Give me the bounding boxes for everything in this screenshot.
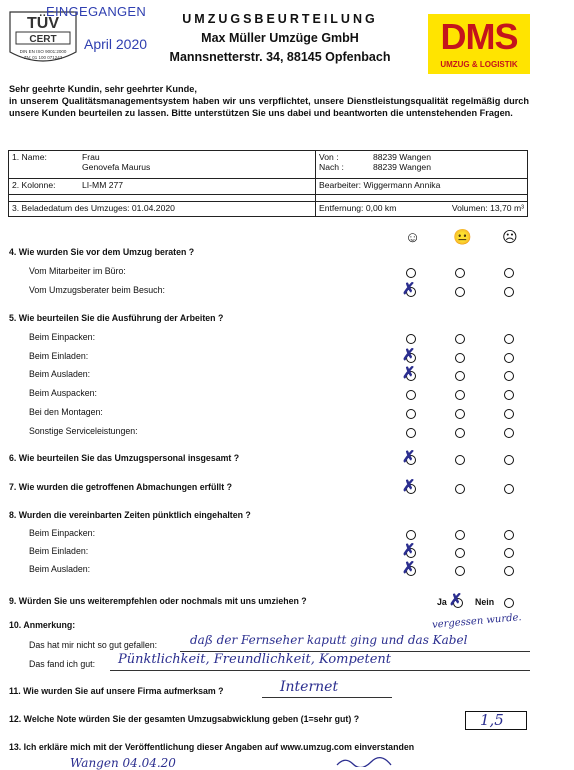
radio-q5a-good[interactable] [406,334,416,344]
question-5d: Beim Auspacken: [29,388,97,398]
beladedatum: 3. Beladedatum des Umzuges: 01.04.2020 [12,203,175,213]
radio-q5f-neutral[interactable] [455,428,465,438]
bearbeiter-label: Bearbeiter: [319,180,362,190]
question-8c: Beim Ausladen: [29,564,91,574]
handwriting-positive: Pünktlichkeit, Freundlichkeit, Kompetent [118,652,392,667]
radio-q8c-neutral[interactable] [455,566,465,576]
radio-q6-neutral[interactable] [455,455,465,465]
cross-mark: ✗ [402,365,416,382]
cross-mark: ✗ [402,560,416,577]
tuv-logo-text: TÜV [27,15,59,32]
question-5e: Bei den Montagen: [29,407,103,417]
name-salutation: Frau [82,152,100,162]
question-10a: Das hat mir nicht so gut gefallen: [29,640,158,650]
radio-q5c-bad[interactable] [504,371,514,381]
handwriting-grade: 1,5 [480,711,504,729]
question-13: 13. Ich erkläre mich mit der Veröffentlichung dieser Angaben auf www.umzug.com einverstanden [9,742,415,752]
question-12: 12. Welche Note würden Sie der gesamten Umzugsabwicklung geben (1=sehr gut) ? [9,714,360,724]
q9-ja-label: Ja [437,597,447,607]
radio-q7-bad[interactable] [504,484,514,494]
question-5a: Beim Einpacken: [29,332,96,342]
radio-q8b-neutral[interactable] [455,548,465,558]
dms-logo-subtitle: UMZUG & LOGISTIK [440,60,518,69]
radio-q6-bad[interactable] [504,455,514,465]
question-8b: Beim Einladen: [29,546,89,556]
received-stamp-date: April 2020 [84,36,148,52]
volumen: Volumen: 13,70 m³ [451,203,524,213]
radio-q5f-bad[interactable] [504,428,514,438]
radio-q4a-neutral[interactable] [455,268,465,278]
radio-q8b-bad[interactable] [504,548,514,558]
radio-q8a-neutral[interactable] [455,530,465,540]
radio-q4b-bad[interactable] [504,287,514,297]
question-4b: Vom Umzugsberater beim Besuch: [29,285,165,295]
radio-q5e-good[interactable] [406,409,416,419]
company-address: Mannsnetterstr. 34, 88145 Opfenbach [169,50,391,64]
question-6: 6. Wie beurteilen Sie das Umzugspersonal insgesamt ? [9,453,240,463]
question-4a: Vom Mitarbeiter im Büro: [29,266,126,276]
greeting: Sehr geehrte Kundin, sehr geehrter Kunde, [9,84,197,94]
radio-q5d-bad[interactable] [504,390,514,400]
entfernung: Entfernung: 0,00 km [319,203,397,213]
radio-q9-nein[interactable] [504,598,514,608]
svg-text:CERT: CERT [29,34,57,45]
nach-value: 88239 Wangen [373,162,431,172]
radio-q5b-bad[interactable] [504,353,514,363]
question-11: 11. Wie wurden Sie auf unsere Firma aufmerksam ? [9,686,224,696]
form-title: UMZUGSBEURTEILUNG [182,12,378,26]
dms-logo [428,14,530,74]
cross-mark: ✗ [402,542,416,559]
radio-q8a-bad[interactable] [504,530,514,540]
handwriting-signature-left: Wangen 04.04.20 [70,756,176,770]
sad-face-icon: ☹ [502,229,518,246]
bearbeiter-value: Wiggermann Annika [363,180,441,190]
cross-mark: ✗ [402,347,416,364]
radio-q5b-neutral[interactable] [455,353,465,363]
dms-logo-text: DMS [440,16,518,57]
radio-q8c-bad[interactable] [504,566,514,576]
radio-q4a-good[interactable] [406,268,416,278]
question-4: 4. Wie wurden Sie vor dem Umzug beraten ? [9,247,195,257]
name-value: Genovefa Maurus [82,162,151,172]
kolonne-label: 2. Kolonne: [12,180,56,190]
question-8a: Beim Einpacken: [29,528,96,538]
kolonne-value: LI-MM 277 [82,180,124,190]
radio-q5f-good[interactable] [406,428,416,438]
received-stamp: EINGEGANGEN [46,4,147,19]
radio-q5a-neutral[interactable] [455,334,465,344]
question-5f: Sonstige Serviceleistungen: [29,426,138,436]
cross-mark: ✗ [402,449,416,466]
company-name: Max Müller Umzüge GmbH [201,31,359,45]
radio-q8a-good[interactable] [406,530,416,540]
intro-text [9,83,529,120]
happy-face-icon: ☺ [405,229,421,246]
question-5b: Beim Einladen: [29,351,89,361]
radio-q7-neutral[interactable] [455,484,465,494]
question-5: 5. Wie beurteilen Sie die Ausführung der Arbeiten ? [9,313,224,323]
question-10b: Das fand ich gut: [29,659,96,669]
nach-label: Nach : [319,162,344,172]
handwriting-source: Internet [280,679,339,695]
intro-body: in unserem Qualitätsmanagementsystem haben wir uns verpflichtet, unsere Dienstleistungsqualität regelmäßig durch unsere Kunden beurteilen zu lassen. Bitte unterstützen Sie uns dabei und beantworten die untenstehenden Fragen. [9,96,529,119]
signature-mark [335,756,395,767]
von-label: Von : [319,152,339,162]
handwriting-negative-cont: vergessen wurde. [431,612,523,631]
radio-q5a-bad[interactable] [504,334,514,344]
radio-q5d-neutral[interactable] [455,390,465,400]
radio-q4a-bad[interactable] [504,268,514,278]
question-9: 9. Würden Sie uns weiterempfehlen oder nochmals mit uns umziehen ? [9,596,307,606]
neutral-face-icon: 😐 [453,229,472,246]
handwriting-negative: daß der Fernseher kaputt ging und das Kabel [190,633,468,647]
radio-q5e-neutral[interactable] [455,409,465,419]
svg-text:DIN EN ISO 9001:2000: DIN EN ISO 9001:2000 [19,49,67,54]
name-label: 1. Name: [12,152,47,162]
question-10: 10. Anmerkung: [9,620,76,630]
von-value: 88239 Wangen [373,152,431,162]
radio-q5e-bad[interactable] [504,409,514,419]
radio-q4b-neutral[interactable] [455,287,465,297]
radio-q5c-neutral[interactable] [455,371,465,381]
cross-mark: ✗ [402,281,416,298]
customer-info-table [8,150,528,217]
svg-text:ZN: 01 100 071243: ZN: 01 100 071243 [23,55,63,60]
q9-nein-label: Nein [475,597,495,607]
cross-mark: ✗ [402,478,416,495]
question-7: 7. Wie wurden die getroffenen Abmachungen erfüllt ? [9,482,232,492]
question-5c: Beim Ausladen: [29,369,91,379]
question-8: 8. Wurden die vereinbarten Zeiten pünktlich eingehalten ? [9,510,251,520]
cross-mark: ✗ [449,592,463,609]
radio-q5d-good[interactable] [406,390,416,400]
